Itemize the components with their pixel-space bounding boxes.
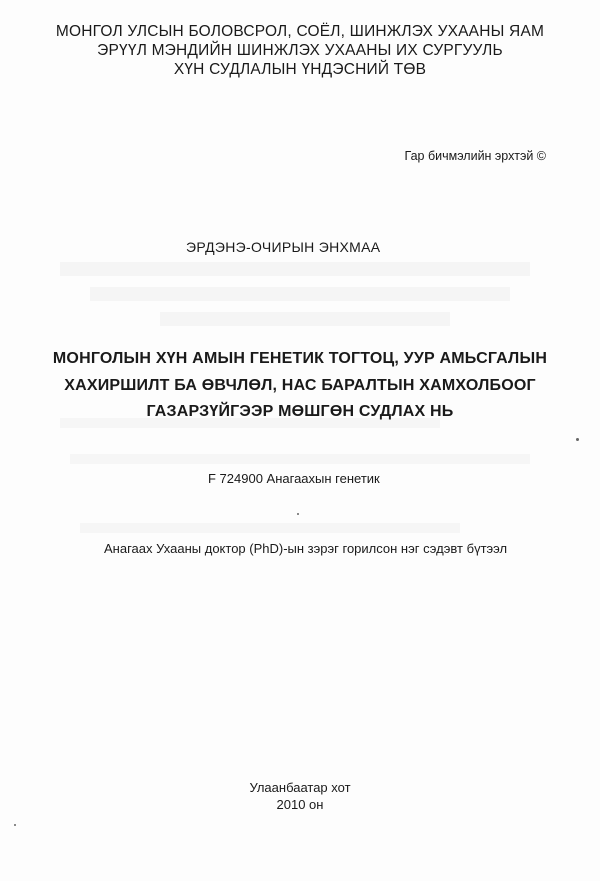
bleed-through-5 — [70, 454, 530, 464]
paper-speck — [297, 513, 299, 515]
bleed-through-3 — [160, 312, 450, 326]
bleed-through-1 — [60, 262, 530, 276]
title-line-2: ХАХИРШИЛТ БА ӨВЧЛӨЛ, НАС БАРАЛТЫН ХАМХОЛБООГ — [64, 376, 536, 394]
institution-ministry: МОНГОЛ УЛСЫН БОЛОВСРОЛ, СОЁЛ, ШИНЖЛЭХ УХААНЫ ЯАМ — [55, 23, 545, 40]
copyright-notice: Гар бичмэлийн эрхтэй © — [404, 149, 546, 163]
place-and-year — [0, 779, 600, 813]
place: Улаанбаатар хот — [249, 780, 351, 795]
title-line-1: МОНГОЛЫН ХҮН АМЫН ГЕНЕТИК ТОГТОЦ, УУР АМЬСГАЛЫН — [52, 350, 548, 367]
bleed-through-2 — [90, 287, 510, 301]
institution-university: ЭРҮҮЛ МЭНДИЙН ШИНЖЛЭХ УХААНЫ ИХ СУРГУУЛЬ — [97, 42, 503, 59]
paper-speck — [14, 824, 16, 826]
specialty-code: F 724900 Анагаахын генетик — [208, 471, 380, 486]
bleed-through-6 — [80, 523, 460, 533]
institution-center: ХҮН СУДЛАЛЫН ҮНДЭСНИЙ ТӨВ — [173, 61, 427, 78]
degree-statement: Анагаах Ухааны доктор (PhD)-ын зэрэг горилсон нэг сэдэвт бүтээл — [104, 541, 508, 556]
dissertation-title — [0, 346, 600, 426]
institution-header — [0, 22, 600, 79]
author-name: ЭРДЭНЭ-ОЧИРЫН ЭНХМАА — [186, 239, 381, 255]
year: 2010 он — [276, 797, 324, 812]
title-line-3: ГАЗАРЗҮЙГЭЭР МӨШГӨН СУДЛАХ НЬ — [146, 403, 454, 420]
paper-speck — [576, 438, 579, 441]
